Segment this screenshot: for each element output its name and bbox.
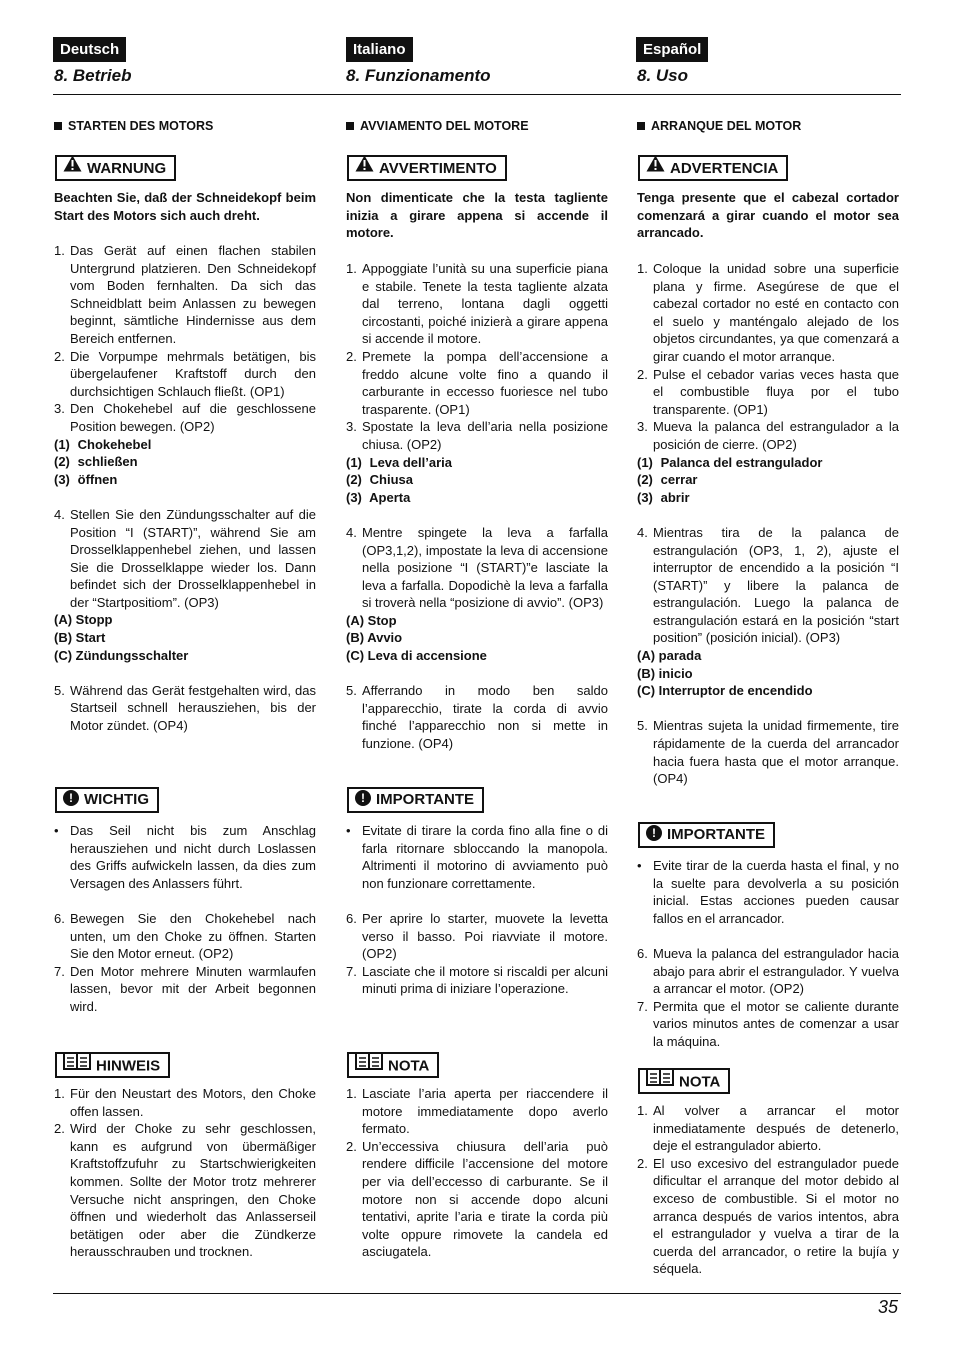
legend-item: (A) parada	[637, 648, 702, 664]
note-badge	[55, 1052, 170, 1078]
legend-item: (2) schließen	[54, 454, 138, 470]
list-item: 2. Premete la pompa dell’accensione a freddo alcune volte fino a quando il carburante in eccesso fuoriesce nel tubo trasparente. (OP1)	[346, 348, 608, 417]
important-badge	[347, 787, 484, 813]
page-number: 35	[877, 1297, 898, 1317]
important-label: IMPORTANTE	[667, 826, 766, 843]
warning-badge	[347, 155, 507, 181]
section-title-italiano: 8. Funzionamento	[346, 66, 491, 85]
legend-item: (1) Leva dell’aria	[346, 454, 453, 470]
exclamation-icon: !	[646, 825, 662, 841]
warning-label: AVVERTIMENTO	[379, 159, 497, 177]
lang-tab-italiano: Italiano	[346, 37, 413, 62]
list-item: 6. Bewegen Sie den Chokehebel nach unten, um den Choke zu öffnen. Starten Sie den Motor erneut. (OP2)	[54, 910, 316, 962]
list-item: 1. Appoggiate l’unità su una superficie piana e stabile. Tenete la testa tagliente alzata dal terreno, lontana dagli oggetti circostanti, poiché inizierà a girare appena si accende il motore.	[346, 261, 608, 347]
list-item: 5. Afferrando in modo ben saldo l’apparecchio, tirate la corda di avvio finché l’apparecchio non si mette in funzione. (OP4)	[346, 683, 608, 752]
lang-tab-espanol: Español	[636, 37, 708, 62]
legend-item: (1) Palanca del estrangulador	[637, 454, 823, 470]
subtitle-espanol	[637, 119, 801, 133]
list-item: • Evite tirar de la cuerda hasta el final, y no la suelte para devolverla a su posición inicial. Estas acciones pueden causar fallos en el arrancador.	[637, 858, 899, 926]
list-item: 6. Mueva la palanca del estrangulador hacia abajo para abrir el estrangulador. Y vuelva a arrancar el motor. (OP2)	[637, 945, 899, 997]
legend-item: (C) Interruptor de encendido	[637, 683, 813, 699]
note-label: HINWEIS	[96, 1057, 161, 1075]
legend-item: (C) Zündungsschalter	[54, 647, 189, 663]
note-block	[346, 1085, 608, 1261]
section-title-espanol: 8. Uso	[637, 66, 689, 85]
warning-label: WARNUNG	[87, 159, 167, 177]
warning-text-block	[637, 189, 899, 242]
step-text: Das Gerät auf einen flachen stabilen Untergrund platzieren. Den Schneidekopf vom Boden fernhalten. Da sich das Schneidblatt beim Anlassen zu bewegen beginnt, sämtliche Hindernisse aus dem Bereich entfernen.	[70, 243, 316, 346]
footer-rule	[53, 1293, 901, 1294]
note-badge	[347, 1052, 439, 1078]
lang-tab-deutsch: Deutsch	[53, 37, 126, 62]
list-item: 6. Per aprire lo starter, muovete la levetta verso il basso. Poi riavviate il motore. (OP2)	[346, 910, 608, 962]
legend-item: (C) Leva di accensione	[346, 648, 487, 664]
important-block	[346, 822, 608, 998]
important-badge	[638, 822, 775, 848]
step-text: Während das Gerät festgehalten wird, das Startseil schnell herausziehen, bis der Motor zündet. (OP4)	[70, 682, 316, 734]
list-item: 1. Lasciate l’aria aperta per riaccendere il motore immediatamente dopo averlo fermato.	[346, 1086, 608, 1137]
legend-item: (3) Aperta	[346, 489, 411, 505]
list-item: 2. El uso excesivo del estrangulador puede dificultar el arranque del motor debido al exceso de combustible. Si el motor no arranca después de varios intentos, abra el estrangulador y vuelva a tirar de la cuerda del arrancador, o retire la bujía y séquela.	[637, 1155, 899, 1277]
header-rule	[53, 94, 901, 95]
legend-item: (B) inicio	[637, 665, 693, 681]
list-item: 3. Spostate la leva dell’aria nella posizione chiusa. (OP2)	[346, 419, 608, 452]
exclamation-icon: !	[355, 790, 371, 806]
note-block	[637, 1102, 899, 1278]
step-text: Die Vorpumpe mehrmals betätigen, bis übergelaufener Kraftstoff durch den durchsichtigen Schlauch fließt. (OP1)	[70, 348, 316, 399]
legend-item: (A) Stop	[346, 612, 397, 628]
exclamation-icon: !	[63, 790, 79, 806]
list-item: 4. Mientras tira de la palanca de estrangulación (OP3, 1, 2), ajuste el interruptor de encendido a la posición “I (START)” y libere la palanca de estrangulación. Luego la palanca de estrangulación estará en la posición “start position” (posición inicial). (OP3)	[637, 524, 899, 646]
list-item: 3. Mueva la palanca del estrangulador a la posición de cierre. (OP2)	[637, 419, 899, 452]
warning-triangle-icon	[646, 155, 665, 179]
warning-text: Beachten Sie, daß der Schneidekopf beim Start des Motors sich auch dreht.	[54, 190, 316, 223]
subtitle-deutsch	[54, 119, 213, 133]
important-block	[54, 822, 316, 1016]
list-item: 2. Un’eccessiva chiusura dell’aria può rendere difficile l’accensione del motore per via dell’eccesso di carburante. Se il motore non si accende dopo alcuni tentativi, aprite l’aria e tirate la corda più volte oppure rimovete la candela ed asciugatela.	[346, 1138, 608, 1260]
important-label: WICHTIG	[84, 791, 149, 808]
list-item: 1. Al volver a arrancar el motor inmediatamente después de detenerlo, deje el estrangulador abierto.	[637, 1103, 899, 1154]
warning-text-block	[54, 189, 316, 224]
important-block	[637, 857, 899, 1051]
step-text: Stellen Sie den Zündungsschalter auf die Position “I (START)”, während Sie am Drosselklappenhebel ziehen, und lassen Sie die Drosselklappe wieder los. Dann befindet sich der Drosselklappenhebel in der “Startpositiom”. (OP3)	[70, 506, 316, 610]
note-block	[54, 1085, 316, 1261]
warning-label: ADVERTENCIA	[670, 159, 779, 177]
list-item: 3. Den Chokehebel auf die geschlossene Position bewegen. (OP2)	[54, 401, 316, 434]
legend-item: (3) öffnen	[54, 471, 118, 487]
note-book-icon	[63, 1052, 91, 1077]
note-badge	[638, 1068, 730, 1094]
legend-item: (1) Chokehebel	[54, 436, 152, 452]
list-item: 7. Permita que el motor se caliente durante varios minutos antes de comenzar a usar la máquina.	[637, 998, 899, 1049]
warning-triangle-icon	[355, 155, 374, 179]
warning-text: Non dimenticate che la testa tagliente inizia a girare appena si accende il motore.	[346, 190, 608, 241]
list-item: 7. Lasciate che il motore si riscaldi per alcuni minuti prima di iniziare l’operazione.	[346, 963, 608, 997]
warning-text: Tenga presente que el cabezal cortador comenzará a girar cuando el motor sea arrancado.	[637, 190, 899, 241]
list-item: 4. Stellen Sie den Zündungsschalter auf die Position “I (START)”, während Sie am Drosselklappenhebel ziehen, und lassen Sie die Drosselklappe wieder los. Dann befindet sich der Drosselklappenhebel in der “Startpositiom”. (OP3)	[54, 506, 316, 610]
list-item: 2. Pulse el cebador varias veces hasta que el combustible fluya por el tubo transparente. (OP1)	[637, 366, 899, 417]
important-label: IMPORTANTE	[376, 791, 475, 808]
subtitle-text: ARRANQUE DEL MOTOR	[651, 119, 802, 133]
legend-item: (2) cerrar	[637, 472, 698, 488]
important-badge	[55, 787, 159, 813]
list-item: 2. Wird der Choke zu sehr geschlossen, kann es aufgrund von übermäßiger Kraftstoffzufuhr zu Startschwierigkeiten kommen. Sollte der Motor trotz mehrerer Versuche nicht anspringen, den Choke öffnen und wiederholt das Anlasserseil betätigen oder aber die Zündkerze herausschrauben und trocknen.	[54, 1121, 316, 1260]
note-book-icon	[646, 1068, 674, 1093]
list-item: 1. Für den Neustart des Motors, den Choke offen lassen.	[54, 1086, 316, 1119]
list-item: • Das Seil nicht bis zum Anschlag herausziehen und nicht durch Loslassen des Griffs aufwickeln lassen, da dies zum Versagen des Anlassers führt.	[54, 823, 316, 891]
warning-badge	[638, 155, 788, 181]
warning-triangle-icon	[63, 155, 82, 179]
square-bullet-icon	[54, 122, 62, 130]
square-bullet-icon	[637, 122, 645, 130]
list-item: 2. Die Vorpumpe mehrmals betätigen, bis übergelaufener Kraftstoff durch den durchsichtigen Schlauch fließt. (OP1)	[54, 348, 316, 399]
warning-badge	[55, 155, 176, 181]
note-label: NOTA	[388, 1057, 430, 1075]
list-item: 4. Mentre spingete la leva a farfalla (OP3,1,2), impostate la leva di accensione nella posizione “I (START)”e lasciate la leva a farfalla. Dopodichè la leva a farfalla si troverà nella “posizione di avvio”. (OP3)	[346, 524, 608, 611]
list-item: 5. Während das Gerät festgehalten wird, das Startseil schnell herausziehen, bis der Motor zündet. (OP4)	[54, 682, 316, 734]
steps-1-3	[637, 260, 899, 788]
list-item: • Evitate di tirare la corda fino alla fine o di farla ritornare sbloccando la manopola. Altrimenti il motorino di avviamento può non funzionare correttamente.	[346, 823, 608, 891]
legend-item: (3) abrir	[637, 489, 690, 505]
legend-item: (A) Stopp	[54, 612, 113, 628]
square-bullet-icon	[346, 122, 354, 130]
note-book-icon	[355, 1052, 383, 1077]
warning-text-block	[346, 189, 608, 242]
list-item: 7. Den Motor mehrere Minuten warmlaufen lassen, bevor mit der Arbeit begonnen wird.	[54, 963, 316, 1014]
step-text: Den Chokehebel auf die geschlossene Position bewegen. (OP2)	[70, 401, 316, 434]
legend-item: (B) Avvio	[346, 630, 403, 646]
steps-1-3	[54, 242, 316, 735]
subtitle-text: AVVIAMENTO DEL MOTORE	[360, 119, 529, 133]
subtitle-text: STARTEN DES MOTORS	[68, 119, 214, 133]
legend-item: (B) Start	[54, 630, 106, 646]
note-label: NOTA	[679, 1073, 721, 1091]
list-item: 5. Mientras sujeta la unidad firmemente, tire rápidamente de la cuerda del arrancador hacia fuera hasta que el motor arranque. (OP4)	[637, 718, 899, 787]
steps-1-3	[346, 260, 608, 753]
legend-item: (2) Chiusa	[346, 472, 413, 488]
list-item: 1. Coloque la unidad sobre una superficie plana y firme. Asegúrese de que el cabezal cortador no esté en contacto con el suelo y manténgalo alejado de los objetos circundantes, ya que comenzará a girar cuando el motor arranque.	[637, 261, 899, 364]
subtitle-italiano	[346, 119, 529, 133]
section-title-deutsch: 8. Betrieb	[54, 66, 132, 85]
list-item: 1. Das Gerät auf einen flachen stabilen Untergrund platzieren. Den Schneidekopf vom Boden fernhalten. Da sich das Schneidblatt beim Anlassen zu bewegen beginnt, sämtliche Hindernisse aus dem Bereich entfernen.	[54, 243, 316, 346]
